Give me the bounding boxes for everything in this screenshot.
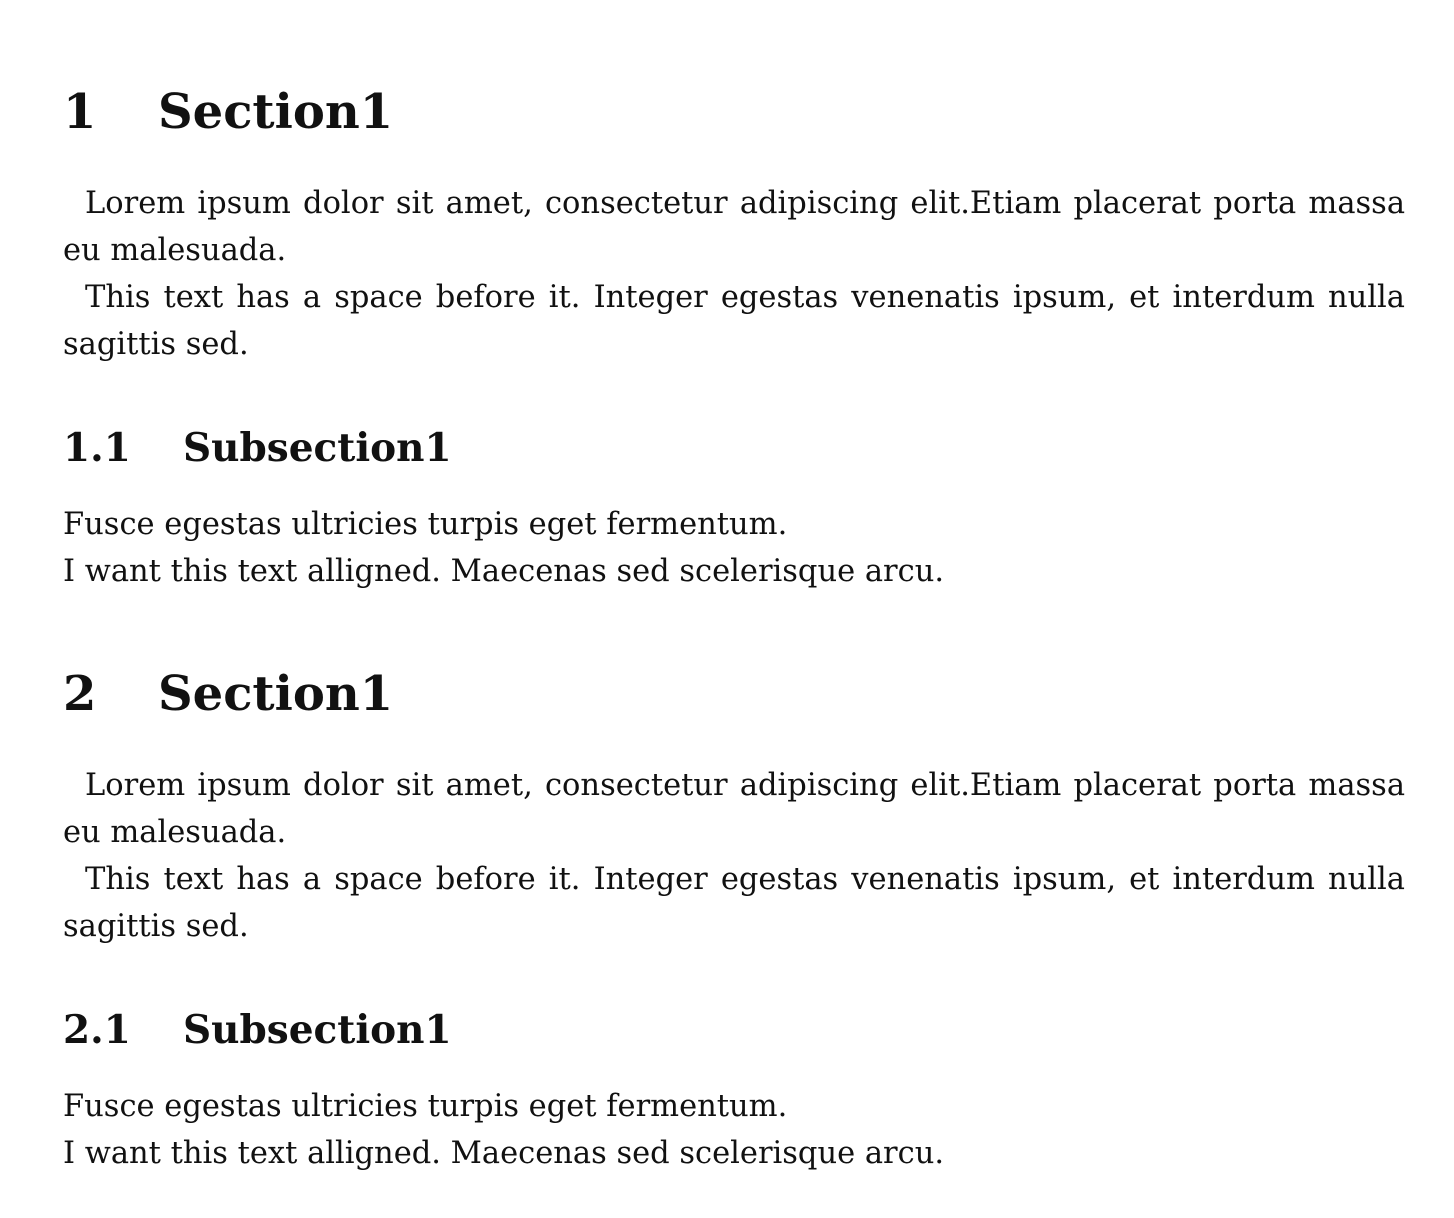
- subsection-1-1: [63, 425, 1405, 471]
- section-paragraph: This text has a space before it. Integer egestas venenatis ipsum, et interdum nulla sagittis sed.: [63, 862, 1405, 944]
- section-paragraph: Lorem ipsum dolor sit amet, consectetur adipiscing elit.Etiam placerat porta massa eu malesuada.: [63, 186, 1405, 268]
- subsection-title: Subsection1: [183, 1007, 452, 1053]
- section-1: [63, 84, 1405, 140]
- section-paragraph: Lorem ipsum dolor sit amet, consectetur adipiscing elit.Etiam placerat porta massa eu malesuada.: [63, 768, 1405, 850]
- subsection-number: 2.1: [63, 1007, 131, 1053]
- section-2: [63, 666, 1405, 722]
- subsection-line: Fusce egestas ultricies turpis eget fermentum.: [63, 507, 788, 542]
- subsection-line: I want this text alligned. Maecenas sed scelerisque arcu.: [63, 554, 945, 589]
- section-number: 2: [63, 666, 97, 722]
- subsection-title: Subsection1: [183, 425, 452, 471]
- subsection-line: Fusce egestas ultricies turpis eget fermentum.: [63, 1089, 788, 1124]
- section-title: Section1: [158, 84, 394, 140]
- section-paragraph: This text has a space before it. Integer egestas venenatis ipsum, et interdum nulla sagittis sed.: [63, 280, 1405, 362]
- section-number: 1: [63, 84, 97, 140]
- section-heading: [63, 666, 1405, 722]
- section-title: Section1: [158, 666, 394, 722]
- subsection-2-1: [63, 1007, 1405, 1053]
- subsection-heading: [63, 1007, 1405, 1053]
- section-heading: [63, 84, 1405, 140]
- subsection-heading: [63, 425, 1405, 471]
- subsection-line: I want this text alligned. Maecenas sed scelerisque arcu.: [63, 1136, 945, 1171]
- subsection-number: 1.1: [63, 425, 131, 471]
